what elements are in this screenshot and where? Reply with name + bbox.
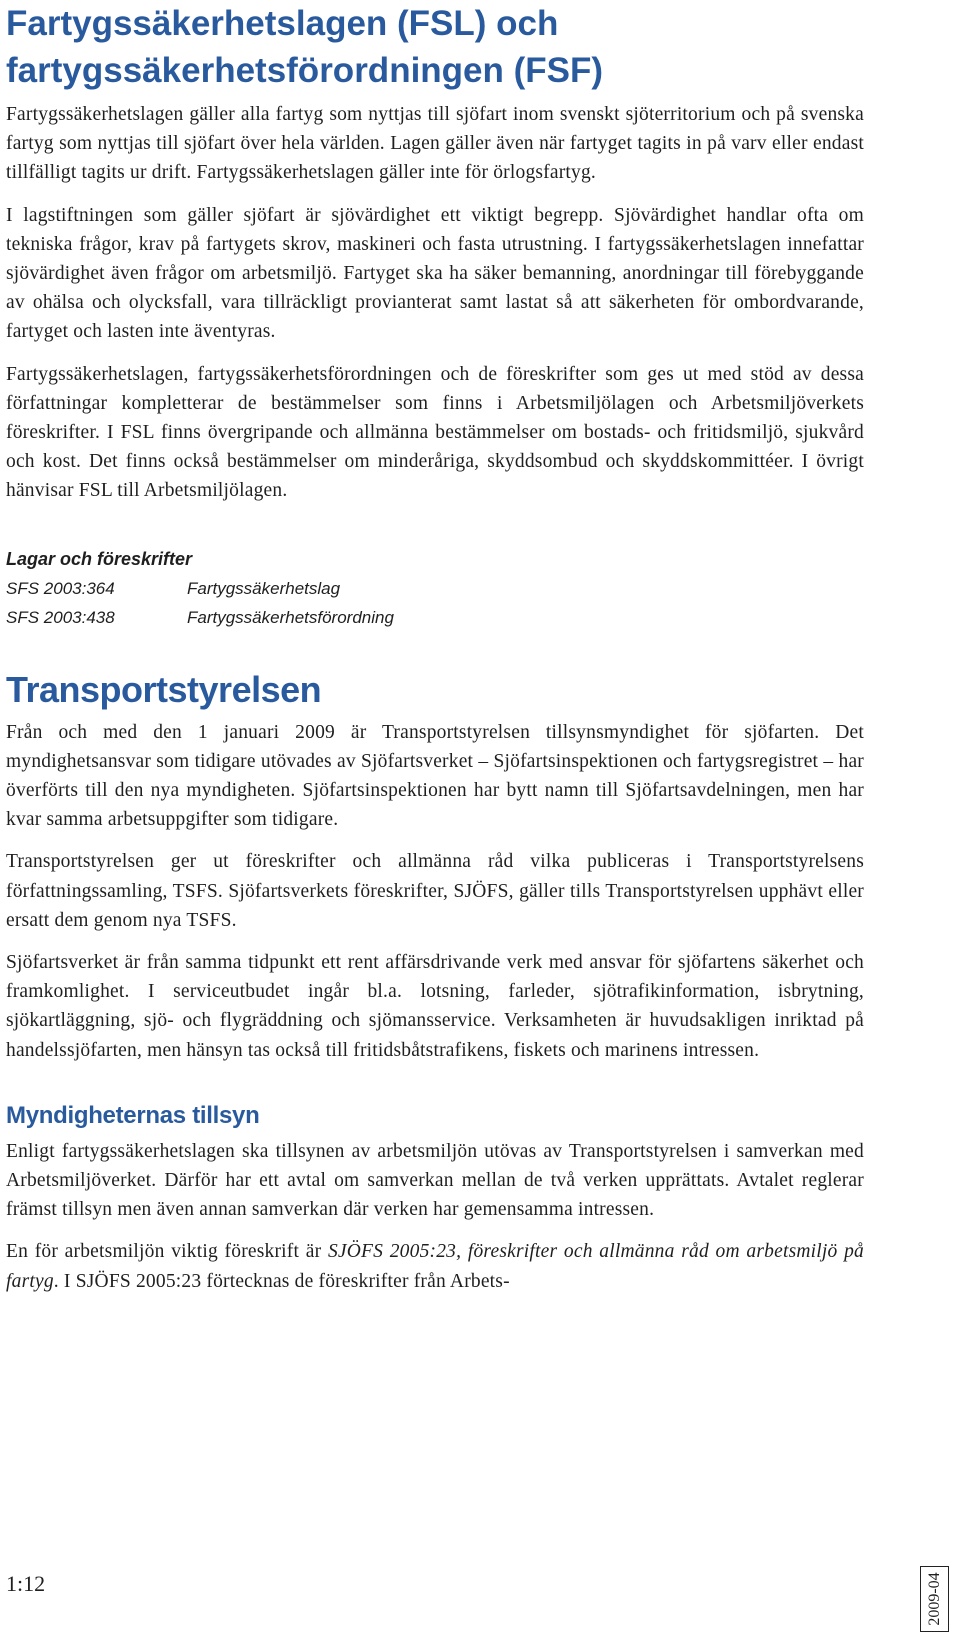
date-stamp [920,1566,949,1632]
reference-row [6,603,864,632]
references-block [6,544,864,632]
reference-title: Fartygssäkerhetslag [187,578,341,598]
paragraph: Sjöfartsverket är från samma tidpunkt ett rent affärsdrivande verk med ansvar för sjöfartens säkerhet och framkomlighet. I serviceutbudet ingår bl.a. lotsning, farleder, sjötrafikinformation, isbrytning, sjökartläggning, sjö- och flygräddning och sjömansservice. Verksamheten är huvudsakligen inriktad på handelssjöfarten, men hänsyn tas också till fritidsbåtstrafikens, fiskets och marinens intressen. [6,952,864,1061]
document-page [6,0,864,1296]
paragraph: Fartygssäkerhetslagen gäller alla fartyg som nyttjas till sjöfart inom svenskt sjöterritorium och på svenska fartyg som nyttjas till sjöfart över hela världen. Lagen gäller även när fartyget tagits in på varv eller endast tillfälligt tagits ur drift. Fartygssäkerhetslagen gäller inte för örlogsfartyg. [6,104,864,184]
paragraph: Från och med den 1 januari 2009 är Transportstyrelsen tillsynsmyndighet för sjöfarten. Det myndighetsansvar som tidigare utövades av Sjöfartsverket – Sjöfartsinspektionen och fartygsregistret – har överförts till den nya myndigheten. Sjöfartsinspektionen har bytt namn till Sjöfartsavdelningen, men har kvar samma arbetsuppgifter som tidigare. [6,721,864,831]
reference-row [6,574,864,603]
references-heading: Lagar och föreskrifter [6,548,193,569]
section-heading-tillsyn: Myndigheternas tillsyn [6,1101,260,1129]
regulation-reference: SJÖFS 2005:23, föreskrifter och allmänna råd om arbetsmiljö på fartyg [6,1241,864,1292]
paragraph: Transportstyrelsen ger ut föreskrifter och allmänna råd vilka publiceras i Transportstyrelsens författningssamling, TSFS. Sjöfartsverkets föreskrifter, SJÖFS, gäller tills Transportstyrelsen upphävt eller ersatt dem genom nya TSFS. [6,851,864,931]
text-run: . I SJÖFS 2005:23 förtecknas de föreskrifter från Arbets- [53,1270,510,1292]
paragraph-last [6,1237,864,1295]
section-heading-fsl: Fartygssäkerhetslagen (FSL) och fartygssäkerhetsförordningen (FSF) [6,4,604,90]
text-run: En för arbetsmiljön viktig föreskrift är [6,1241,328,1263]
section-heading-transportstyrelsen: Transportstyrelsen [6,668,322,710]
paragraph: I lagstiftningen som gäller sjöfart är sjövärdighet ett viktigt begrepp. Sjövärdighet handlar ofta om tekniska frågor, krav på fartygets skrov, maskineri och fasta utrustning. I fartygssäkerhetslagen innefattar sjövärdighet även frågor om arbetsmiljö. Fartyget ska ha säker bemanning, anordningar till förebyggande av ohälsa och olycksfall, vara tillräckligt provianterat samt lastat så att säkerheten för ombordvarande, fartyget och lasten inte äventyras. [6,204,864,343]
page-number: 1:12 [6,1571,46,1596]
reference-code: SFS 2003:364 [6,578,115,598]
paragraph: Fartygssäkerhetslagen, fartygssäkerhetsförordningen och de föreskrifter som ges ut med stöd av dessa författningar kompletterar de bestämmelser som finns i Arbetsmiljölagen och Arbetsmiljöverkets föreskrifter. I FSL finns övergripande och allmänna bestämmelser om bostads- och fritidsmiljö, sjukvård och kost. Det finns också bestämmelser om minderåriga, skyddsombud och skyddskommittéer. I övrigt hänvisar FSL till Arbetsmiljölagen. [6,363,864,502]
reference-code: SFS 2003:438 [6,607,115,627]
paragraph: Enligt fartygssäkerhetslagen ska tillsynen av arbetsmiljön utövas av Transportstyrelsen i samverkan med Arbetsmiljöverket. Därför har ett avtal om samverkan mellan de två verken upprättats. Avtalet reglerar främst tillsyn men även annan samverkan där verken har gemensamma intressen. [6,1140,864,1221]
date-stamp-text: 2009-04 [925,1572,943,1626]
reference-title: Fartygssäkerhetsförordning [187,607,394,627]
